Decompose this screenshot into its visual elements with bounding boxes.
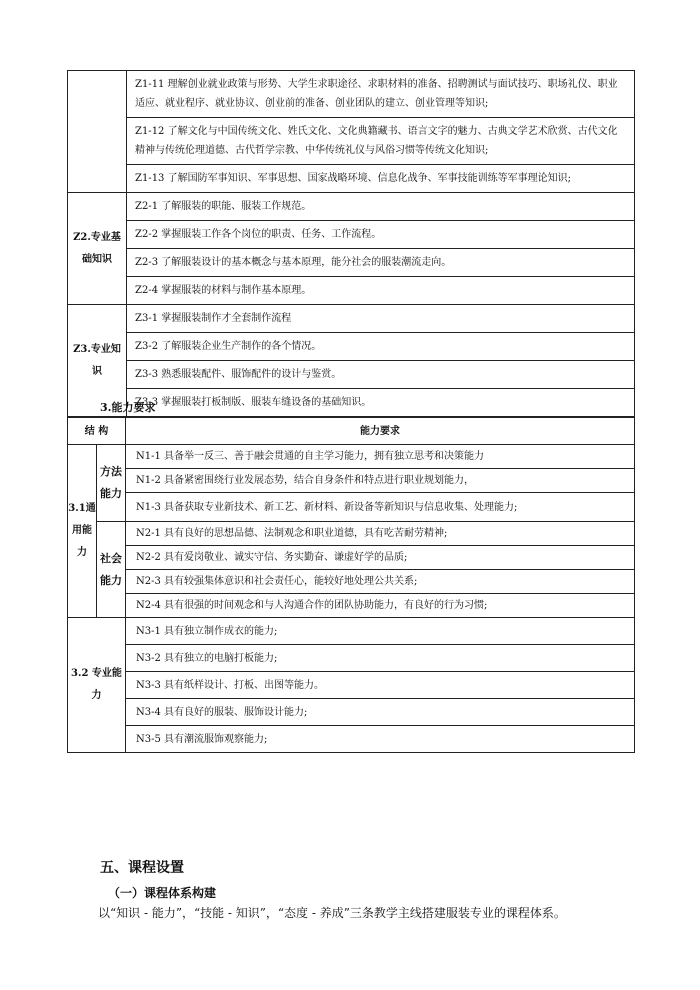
subsection-title: （一）课程体系构建 (108, 886, 217, 900)
table-row (68, 618, 635, 645)
ability-row-n2-3: N2-3 具有较强集体意识和社会责任心，能较好地处理公共关系; (126, 570, 635, 594)
knowledge-row-z3-1: Z3-1 掌握服装制作才全套制作流程 (127, 305, 635, 333)
group-label-z3: Z3.专业知识 (68, 305, 127, 417)
group-cell-general (68, 71, 127, 193)
table-row (68, 118, 635, 165)
social-ability-label: 社会能力 (97, 522, 126, 618)
knowledge-row-z3-2: Z3-2 了解服装企业生产制作的各个情况。 (127, 333, 635, 361)
ability-row-n3-2: N3-2 具有独立的电脑打板能力; (126, 645, 635, 672)
ability-row-n1-2: N1-2 具备紧密围绕行业发展态势，结合自身条件和特点进行职业规划能力， (126, 469, 635, 493)
knowledge-row-z3-4: Z3-3 掌握服装打板制版、服装车缝设备的基础知识。 (127, 389, 635, 417)
knowledge-row-z1-11: Z1-11 理解创业就业政策与形势、大学生求职途径、求职材料的准备、招聘测试与面试技巧、职场礼仪、职业适应、就业程序、就业协议、创业前的准备、创业团队的建立、创业管理等知识; (127, 71, 635, 118)
knowledge-row-z1-13: Z1-13 了解国防军事知识、军事思想、国家战略环境、信息化战争、军事技能训练等军事理论知识; (127, 165, 635, 193)
method-ability-label: 方法能力 (97, 445, 126, 522)
table-row (68, 333, 635, 361)
ability-row-n2-1: N2-1 具有良好的思想品德、法制观念和职业道德，具有吃苦耐劳精神; (126, 522, 635, 546)
knowledge-row-z2-3: Z2-3 了解服装设计的基本概念与基本原理，能分社会的服装潮流走向。 (127, 249, 635, 277)
ability-row-n3-4: N3-4 具有良好的服装、服饰设计能力; (126, 699, 635, 726)
table-row (68, 546, 635, 570)
table-row (68, 726, 635, 753)
table-row (68, 249, 635, 277)
table-row (68, 305, 635, 333)
knowledge-row-z1-12: Z1-12 了解文化与中国传统文化、姓氏文化、文化典籍藏书、语言文字的魅力、古典文学艺术欣赏、古代文化精神与传统伦理道德、古代哲学宗教、中华传统礼仪与风俗习惯等传统文化知识; (127, 118, 635, 165)
table-row (68, 277, 635, 305)
ability-row-n2-4: N2-4 具有很强的时间观念和与人沟通合作的团队协助能力，有良好的行为习惯; (126, 594, 635, 618)
table-row (68, 522, 635, 546)
table-row (68, 193, 635, 221)
ability-row-n3-1: N3-1 具有独立制作成衣的能力; (126, 618, 635, 645)
knowledge-row-z3-3: Z3-3 熟悉服装配件、服饰配件的设计与鉴赏。 (127, 361, 635, 389)
ability-row-n1-1: N1-1 具备举一反三、善于融会贯通的自主学习能力，拥有独立思考和决策能力 (126, 445, 635, 469)
table-row (68, 361, 635, 389)
general-ability-label: 3.1通用能力 (68, 445, 97, 618)
table-row (68, 445, 635, 469)
table-row (68, 699, 635, 726)
table-row (68, 71, 635, 118)
table-row (68, 469, 635, 493)
knowledge-row-z2-4: Z2-4 掌握服装的材料与制作基本原理。 (127, 277, 635, 305)
body-paragraph: 以“知识 - 能力”，“技能 - 知识”，“态度 - 养成”三条教学主线搭建服装专业的课程体系。 (98, 906, 566, 920)
ability-row-n1-3: N1-3 具备获取专业新技术、新工艺、新材料、新设备等新知识与信息收集、处理能力; (126, 493, 635, 522)
section-title: 五、课程设置 (100, 860, 184, 876)
header-structure: 结 构 (68, 418, 126, 445)
header-requirement: 能力要求 (126, 418, 635, 445)
ability-row-n3-5: N3-5 具有潮流服饰观察能力; (126, 726, 635, 753)
ability-table (67, 417, 635, 753)
knowledge-row-z2-1: Z2-1 了解服装的职能、服装工作规范。 (127, 193, 635, 221)
table-header-row (68, 418, 635, 445)
table-row (68, 672, 635, 699)
ability-row-n3-3: N3-3 具有纸样设计、打板、出图等能力。 (126, 672, 635, 699)
table-row (68, 221, 635, 249)
table-row (68, 645, 635, 672)
ability-heading: 3.能力要求 (100, 401, 156, 414)
ability-row-n2-2: N2-2 具有爱岗敬业、诚实守信、务实勤奋、谦虚好学的品质; (126, 546, 635, 570)
table-row (68, 165, 635, 193)
professional-ability-label: 3.2 专业能力 (68, 618, 126, 753)
knowledge-row-z2-2: Z2-2 掌握服装工作各个岗位的职责、任务、工作流程。 (127, 221, 635, 249)
group-label-z2: Z2.专业基础知识 (68, 193, 127, 305)
table-row (68, 594, 635, 618)
table-row (68, 493, 635, 522)
table-row (68, 570, 635, 594)
knowledge-table (67, 70, 635, 417)
